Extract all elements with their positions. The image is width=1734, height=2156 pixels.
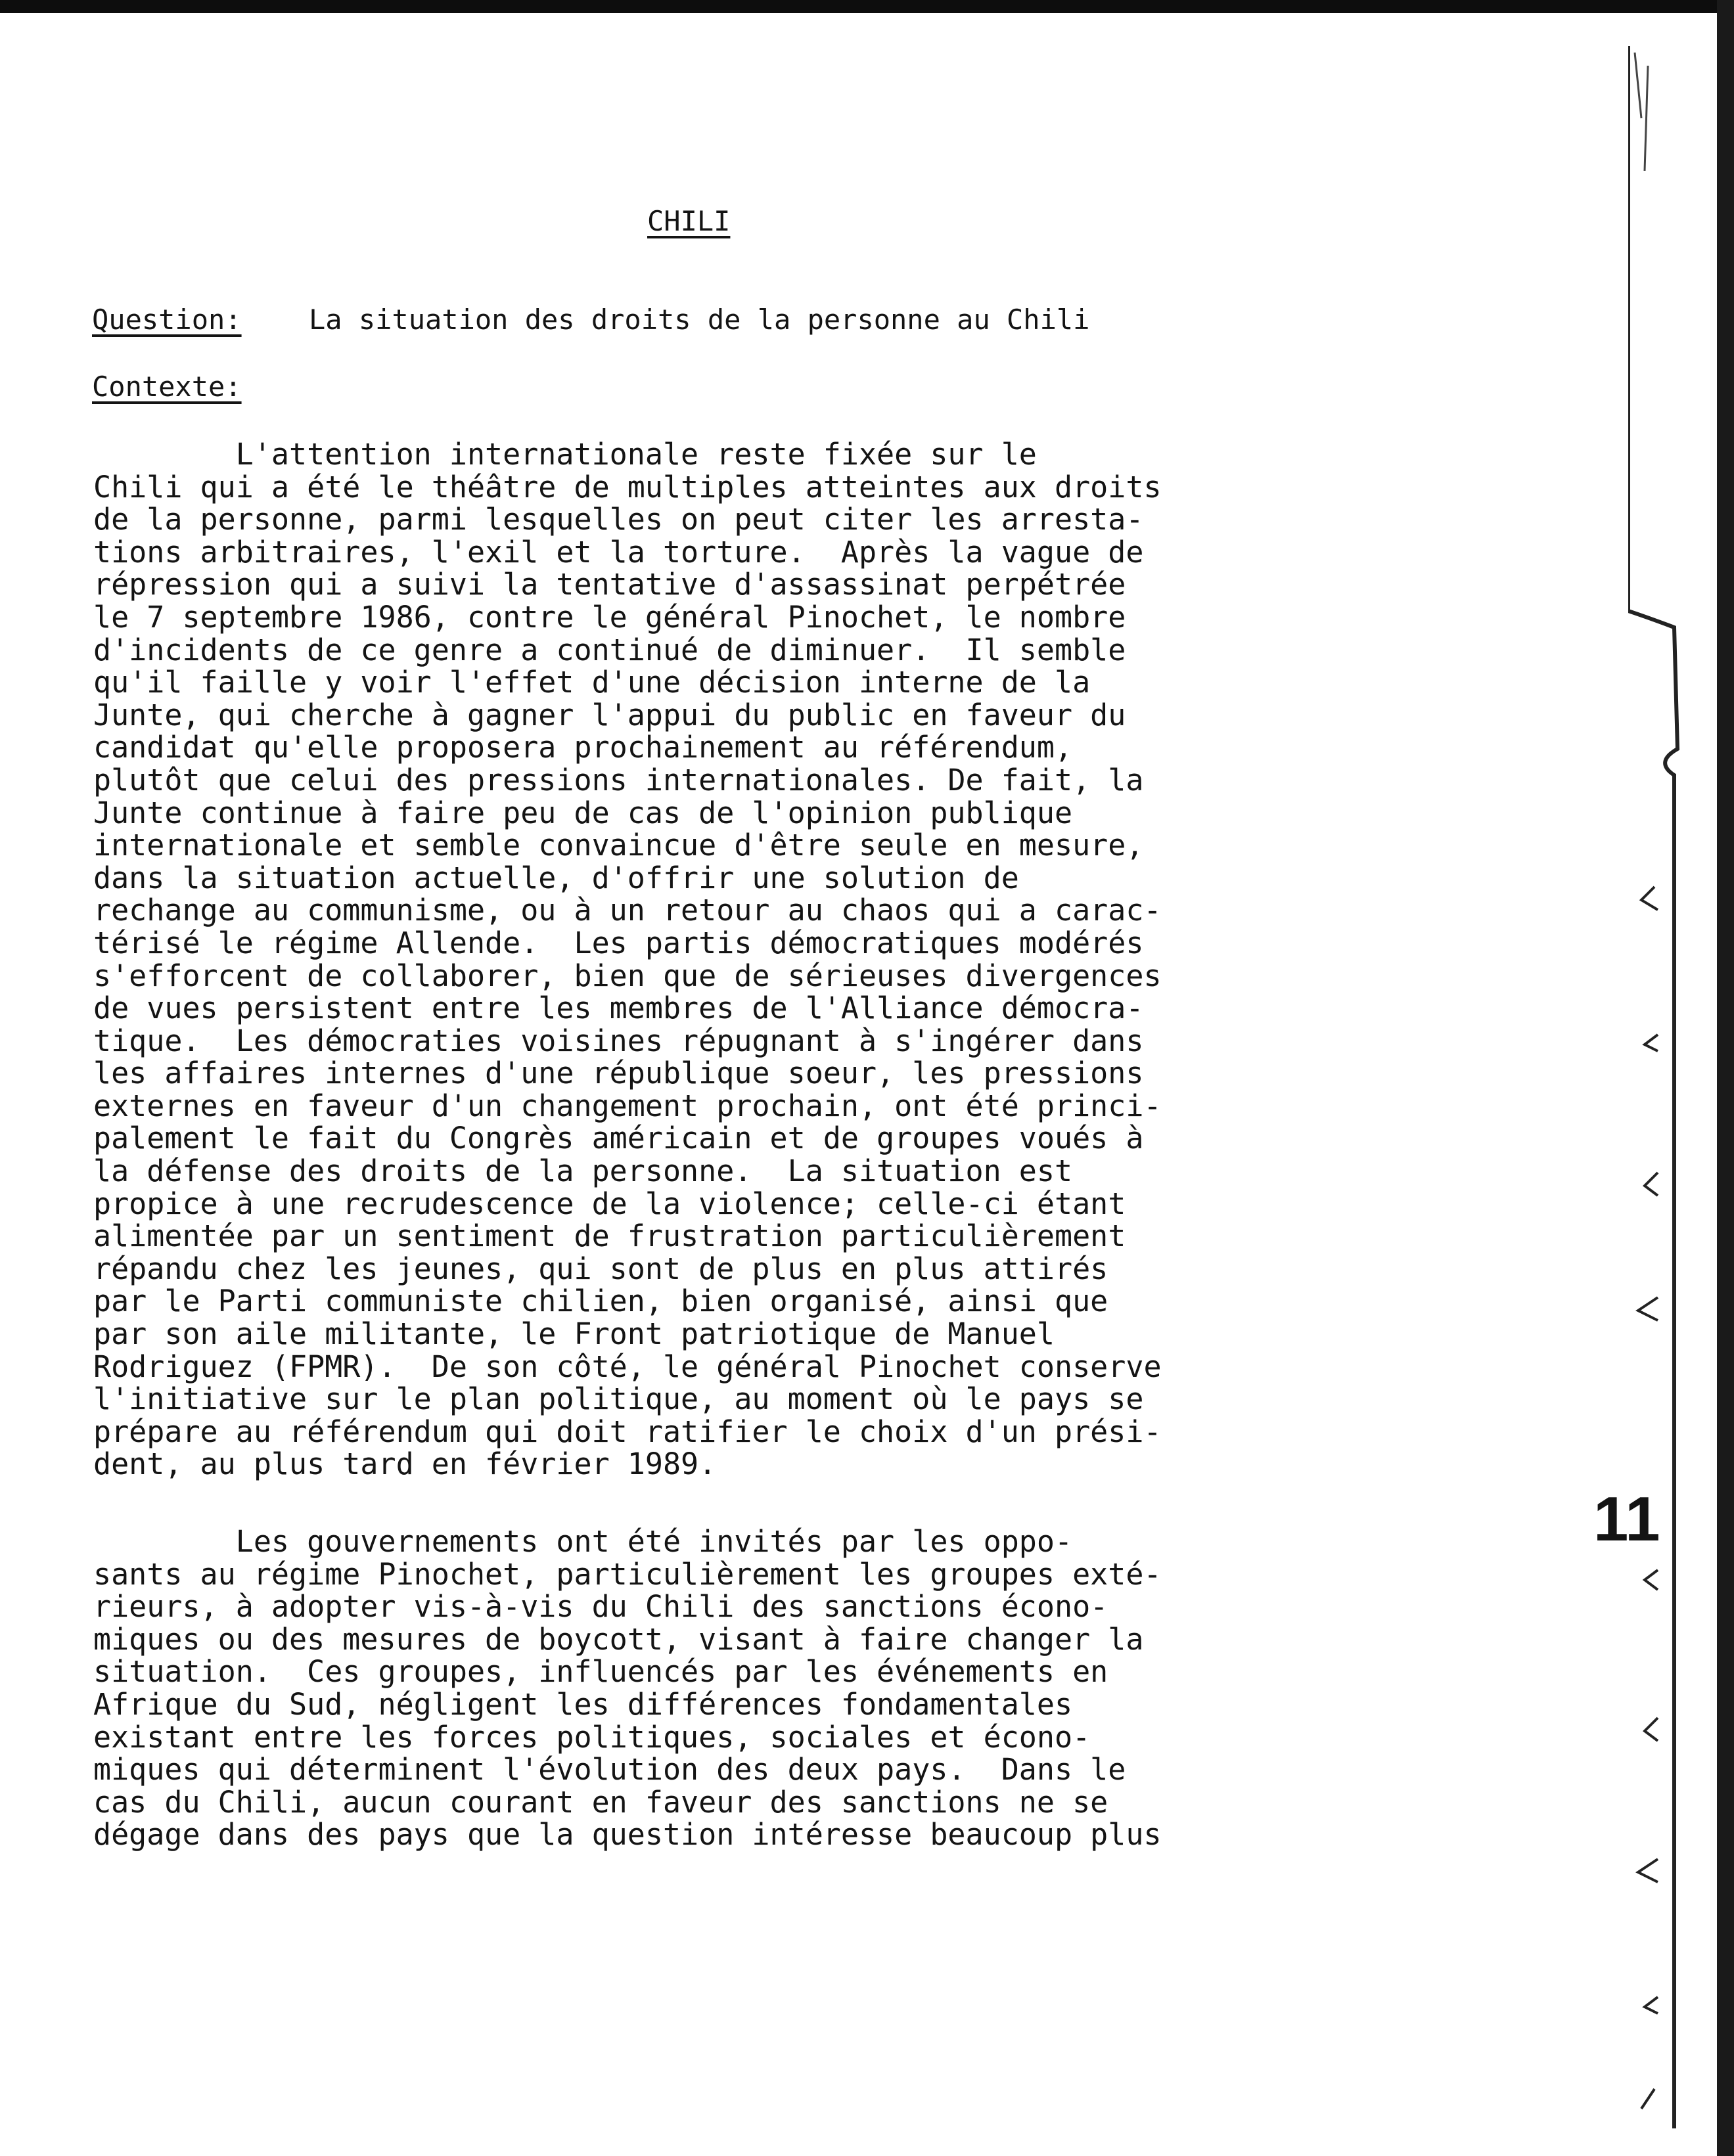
- question-label: Question:: [92, 303, 242, 336]
- page-number: 11: [1593, 1484, 1660, 1554]
- context-paragraph: Les gouvernements ont été invités par les oppo- sants au régime Pinochet, particulièrement les groupes exté- rieurs, à adopter vis-à-vis du Chili des sanctions écono- miques ou des mesures de boycott, visant à faire changer la situation. Ces groupes, influencés par les événements en Afrique du Sud, négligent les différences fondamentales existant entre les forces politiques, sociales et écono- miques qui déterminent l'évolution des deux pays. Dans le cas du Chili, aucun courant en faveur des sanctions ne se dégage dans des pays que la question intéresse beaucoup plus: [93, 1524, 1162, 1853]
- document-title: CHILI: [647, 205, 731, 237]
- scan-right-edge: [1717, 0, 1734, 2156]
- scan-top-edge: [0, 0, 1734, 13]
- question-text: La situation des droits de la personne au Chili: [309, 303, 1090, 336]
- context-paragraph: L'attention internationale reste fixée sur le Chili qui a été le théâtre de multiples atteintes aux droits de la personne, parmi lesquelles on peut citer les arresta- tions arbitraires, l'exil et la torture. Après la vague de répression qui a suivi la tentative d'assassinat perpétrée le 7 septembre 1986, contre le général Pinochet, le nombre d'incidents de ce genre a continué de diminuer. Il semble qu'il faille y voir l'effet d'une décision interne de la Junte, qui cherche à gagner l'appui du public en faveur du candidat qu'elle proposera prochainement au référendum, plutôt que celui des pressions internationales. De fait, la Junte continue à faire peu de cas de l'opinion publique internationale et semble convaincue d'être seule en mesure, dans la situation actuelle, d'offrir une solution de rechange au communisme, ou à un retour au chaos qui a carac- térisé le régime Allende. Les partis démocratiques modérés s'efforcent de collaborer, bien que de sérieuses divergences de vues persistent entre les membres de l'Alliance démocra- tique. Les démocraties voisines répugnant à s'ingérer dans les affaires internes d'une république soeur, les pressions externes en faveur d'un changement prochain, ont été princi- palement le fait du Congrès américain et de groupes voués à la défense des droits de la personne. La situation est propice à une recrudescence de la violence; celle-ci étant alimentée par un sentiment de frustration particulièrement répandu chez les jeunes, qui sont de plus en plus attirés par le Parti communiste chilien, bien organisé, ainsi que par son aile militante, le Front patriotique de Manuel Rodriguez (FPMR). De son côté, le général Pinochet conserve l'initiative sur le plan politique, au moment où le pays se prépare au référendum qui doit ratifier le choix d'un prési- dent, au plus tard en février 1989.: [93, 437, 1162, 1482]
- binder-tab-marks: [1628, 39, 1700, 2142]
- context-label: Contexte:: [92, 371, 242, 403]
